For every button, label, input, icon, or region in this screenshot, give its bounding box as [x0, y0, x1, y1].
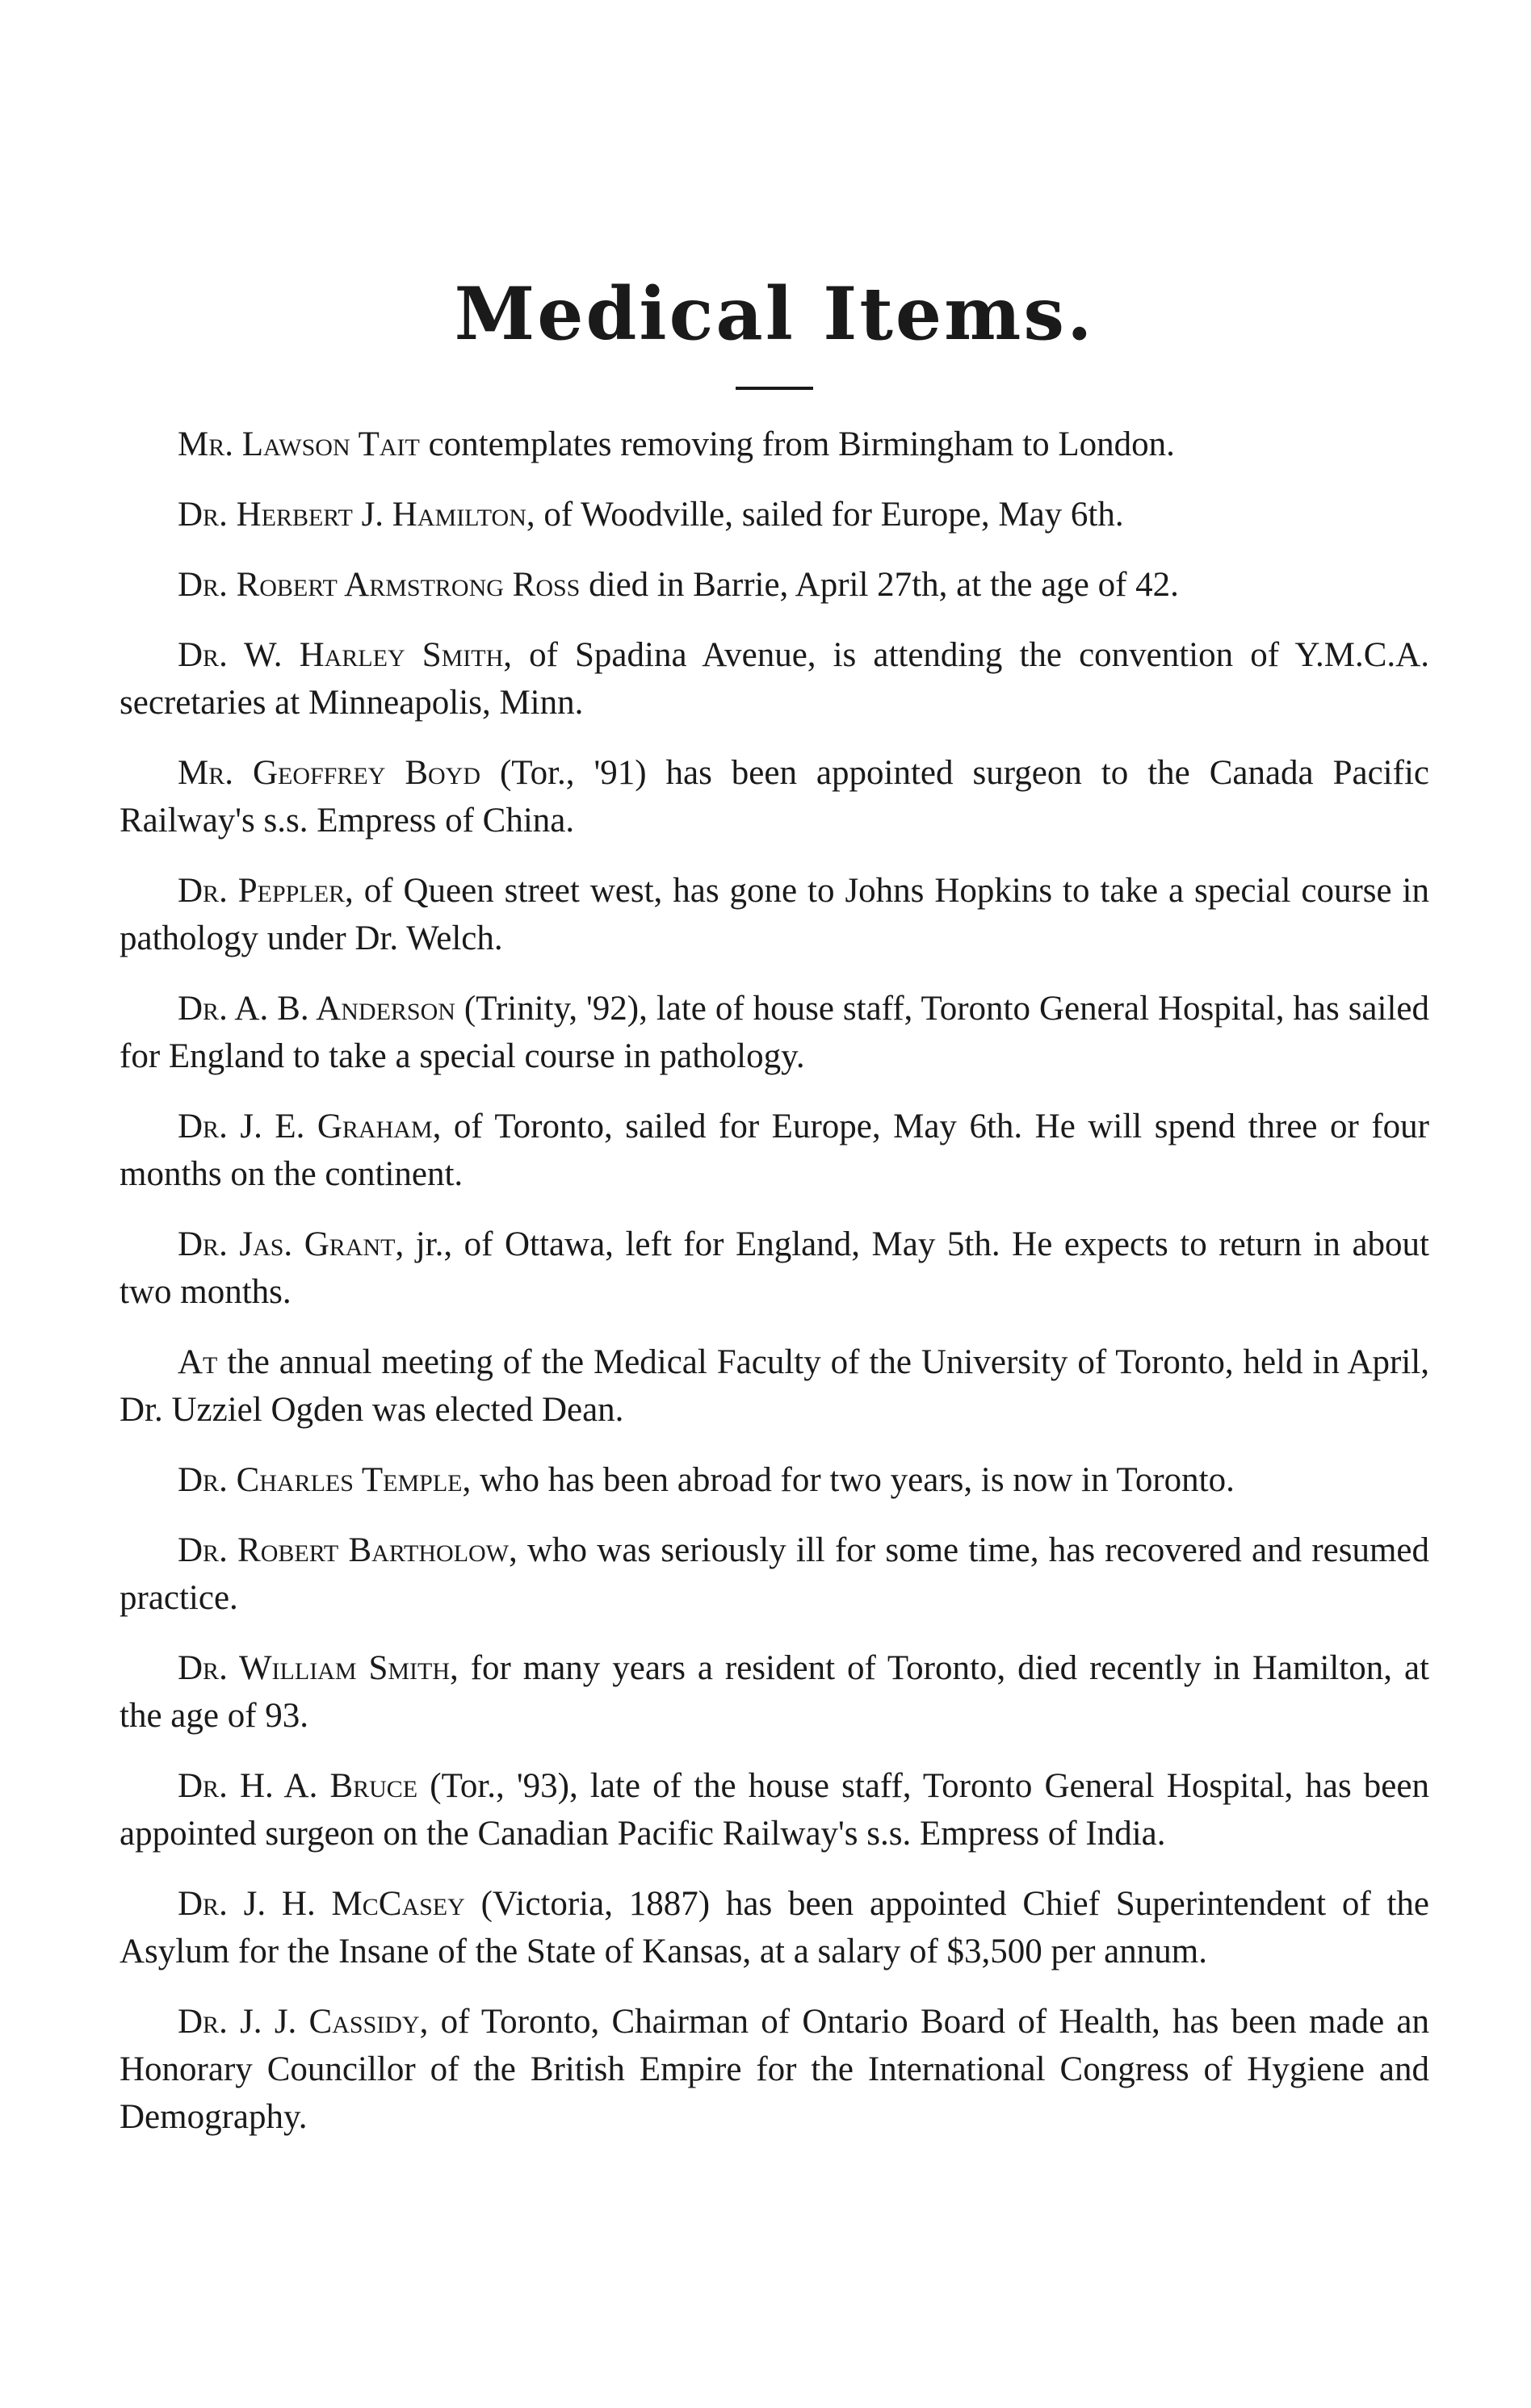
news-item [120, 1103, 1429, 1198]
item-name: Dr. Herbert J. Hamilton [178, 496, 526, 534]
item-text: (Tor., '91) has been appointed surgeon to the Canada Pacific Railway's s.s. Empress of China. [120, 754, 1429, 840]
news-item [120, 1456, 1429, 1504]
news-item [120, 749, 1429, 844]
item-text: (Victoria, 1887) has been appointed Chief Superintendent of the Asylum for the Insane of the State of Kansas, at a salary of $3,500 per annum. [120, 1885, 1429, 1970]
page-title: Medical Items. [454, 271, 1095, 357]
item-text: , of Spadina Avenue, is attending the convention of Y.M.C.A. secretaries at Minneapolis, Minn. [120, 636, 1429, 722]
item-name: Dr. A. B. Anderson [178, 990, 455, 1028]
item-name: Dr. J. J. Cassidy [178, 2003, 420, 2041]
news-item [120, 1338, 1429, 1434]
news-item [120, 1762, 1429, 1857]
document-page [120, 271, 1430, 2163]
news-item [120, 561, 1429, 609]
item-text: , for many years a resident of Toronto, died recently in Hamilton, at the age of 93. [120, 1649, 1430, 1735]
item-text: died in Barrie, April 27th, at the age of 42. [580, 566, 1179, 604]
item-name: Dr. Robert Bartholow [178, 1531, 510, 1569]
item-name: Dr. Charles Temple [178, 1461, 463, 1499]
news-item [120, 985, 1429, 1080]
news-item [120, 1644, 1429, 1740]
item-text: the annual meeting of the Medical Faculty of the University of Toronto, held in April, Dr. Uzziel Ogden was elected Dean. [120, 1343, 1429, 1429]
item-name: At [178, 1343, 218, 1381]
item-text: , who was seriously ill for some time, has recovered and resumed practice. [120, 1531, 1429, 1617]
news-item [120, 867, 1429, 962]
item-text: , of Toronto, Chairman of Ontario Board of Health, has been made an Honorary Councillor of the British Empire for the International Congress of Hygiene and Demography. [120, 2003, 1429, 2136]
news-item [120, 1880, 1429, 1975]
item-text: (Tor., '93), late of the house staff, Toronto General Hospital, has been appointed surgeon on the Canadian Pacific Railway's s.s. Empress of India. [120, 1767, 1429, 1853]
item-name: Mr. Lawson Tait [178, 425, 420, 463]
news-item [120, 1998, 1429, 2141]
news-item [120, 491, 1429, 538]
item-name: Dr. Robert Armstrong Ross [178, 566, 581, 604]
news-item [120, 631, 1429, 727]
item-name: Mr. Geoffrey Boyd [178, 754, 481, 792]
item-name: Dr. William Smith [178, 1649, 451, 1687]
item-name: Dr. W. Harley Smith [178, 636, 504, 674]
item-name: Dr. Peppler [178, 872, 346, 910]
item-name: Dr. J. H. McCasey [178, 1885, 465, 1923]
news-item [120, 421, 1429, 468]
title-divider [736, 387, 813, 390]
news-item [120, 1221, 1429, 1316]
item-name: Dr. J. E. Graham [178, 1108, 433, 1145]
news-item [120, 1526, 1429, 1622]
item-name: Dr. H. A. Bruce [178, 1767, 418, 1805]
item-text: , of Queen street west, has gone to Johns Hopkins to take a special course in pathology under Dr. Welch. [120, 872, 1429, 957]
item-text: contemplates removing from Birmingham to London. [419, 425, 1175, 463]
item-text: , jr., of Ottawa, left for England, May 5th. He expects to return in about two months. [120, 1225, 1429, 1311]
item-text: (Trinity, '92), late of house staff, Toronto General Hospital, has sailed for England to take a special course in pathology. [120, 990, 1429, 1075]
item-name: Dr. Jas. Grant [178, 1225, 396, 1263]
item-text: , of Toronto, sailed for Europe, May 6th. He will spend three or four months on the continent. [120, 1108, 1429, 1193]
item-text: , who has been abroad for two years, is now in Toronto. [462, 1461, 1235, 1499]
item-text: , of Woodville, sailed for Europe, May 6th. [526, 496, 1124, 534]
